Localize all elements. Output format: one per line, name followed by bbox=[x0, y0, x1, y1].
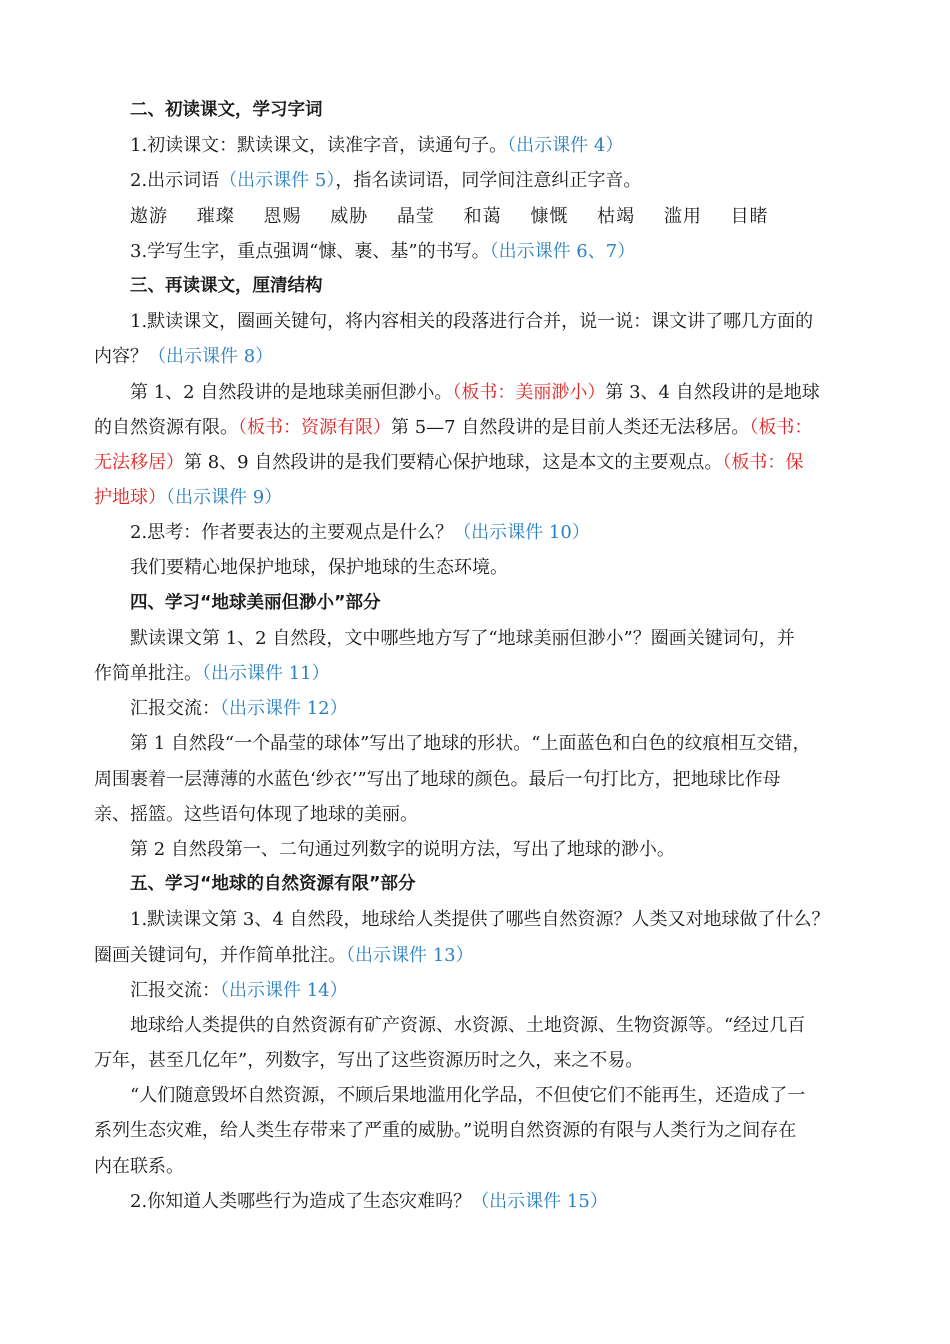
paragraph-line: 1.默读课文第 3、4 自然段，地球给人类提供了哪些自然资源？人类又对地球做了什么？ bbox=[130, 909, 830, 931]
courseware-ref: （出示课件 8） bbox=[148, 346, 274, 368]
paragraph-line: 默读课文第 1、2 自然段，文中哪些地方写了“地球美丽但渺小”？圈画关键词句，并 bbox=[130, 627, 795, 649]
text: 3.学写生字，重点强调“慷、裹、基”的书写。 bbox=[130, 240, 490, 262]
blackboard-note: 无法移居） bbox=[94, 451, 184, 473]
paragraph-line bbox=[94, 410, 870, 445]
paragraph-line bbox=[94, 339, 870, 374]
vocab-word: 威胁 bbox=[330, 205, 369, 227]
vocab-word: 遨游 bbox=[130, 205, 168, 227]
blackboard-note: （板书：美丽渺小） bbox=[452, 381, 606, 403]
section-heading: 二、初读课文，学习字词 bbox=[130, 100, 323, 120]
paragraph-line bbox=[94, 480, 870, 515]
blackboard-note: 护地球） bbox=[94, 487, 166, 509]
paragraph bbox=[94, 128, 870, 163]
text: 汇报交流： bbox=[130, 979, 220, 1001]
paragraph bbox=[94, 234, 870, 269]
courseware-ref: （出示课件 12） bbox=[220, 698, 348, 720]
paragraph-line: 1.默读课文，圈画关键句，将内容相关的段落进行合并，说一说：课文讲了哪几方面的 bbox=[130, 311, 814, 333]
text: 2.思考：作者要表达的主要观点是什么？ bbox=[130, 522, 454, 544]
courseware-ref: （出示课件 6、7） bbox=[489, 240, 636, 262]
paragraph bbox=[94, 691, 870, 726]
text: 1.初读课文：默读课文，读准字音，读通句子。 bbox=[130, 135, 508, 157]
paragraph-line: 地球给人类提供的自然资源有矿产资源、水资源、土地资源、生物资源等。“经过几百 bbox=[130, 1014, 806, 1036]
courseware-ref: （出示课件 13） bbox=[346, 944, 474, 966]
text: 汇报交流： bbox=[130, 698, 220, 720]
text: 作简单批注。 bbox=[94, 663, 202, 684]
paragraph-line: 第 1 自然段“一个晶莹的球体”写出了地球的形状。“上面蓝色和白色的纹痕相互交错， bbox=[130, 733, 811, 755]
paragraph-line bbox=[94, 938, 870, 973]
text: 第 1、2 自然段讲的是地球美丽但渺小。 bbox=[130, 381, 453, 403]
section-heading: 三、再读课文，厘清结构 bbox=[130, 275, 323, 296]
courseware-ref: （出示课件 14） bbox=[220, 979, 348, 1001]
courseware-ref: （出示课件 5） bbox=[219, 170, 336, 192]
paragraph-line bbox=[94, 375, 870, 410]
vocab-word: 目睹 bbox=[730, 205, 769, 227]
blackboard-note: （板书：保 bbox=[722, 451, 804, 473]
vocab-word: 璀璨 bbox=[196, 205, 235, 227]
vocab-word: 晶莹 bbox=[396, 205, 435, 227]
paragraph-line bbox=[94, 656, 870, 691]
text: 第 3、4 自然段讲的是地球 bbox=[605, 381, 820, 403]
paragraph-line: 万年，甚至几亿年”，列数字，写出了这些资源历时之久，来之不易。 bbox=[94, 1050, 644, 1072]
section-heading: 四、学习“地球美丽但渺小”部分 bbox=[130, 592, 381, 613]
paragraph-line bbox=[94, 445, 870, 480]
paragraph bbox=[94, 515, 870, 550]
blackboard-note: （板书：资源有限） bbox=[238, 416, 391, 438]
text: 2.出示词语 bbox=[130, 170, 220, 192]
blackboard-note: （板书： bbox=[749, 416, 813, 438]
paragraph bbox=[94, 163, 870, 198]
vocab-word: 恩赐 bbox=[263, 205, 302, 227]
vocab-word: 慷慨 bbox=[530, 205, 569, 227]
text: 2.你知道人类哪些行为造成了生态灾难吗？ bbox=[130, 1190, 472, 1212]
paragraph-line: 系列生态灾难，给人类生存带来了严重的威胁。”说明自然资源的有限与人类行为之间存在 bbox=[94, 1120, 797, 1142]
section-heading: 五、学习“地球的自然资源有限”部分 bbox=[130, 874, 416, 895]
vocab-word: 枯竭 bbox=[597, 205, 636, 227]
text: 的自然资源有限。 bbox=[94, 416, 238, 438]
paragraph-line: “人们随意毁坏自然资源，不顾后果地滥用化学品，不但使它们不能再生，还造成了一 bbox=[130, 1085, 806, 1107]
vocab-word: 滥用 bbox=[663, 205, 702, 227]
paragraph-line: 周围裹着一层薄薄的水蓝色‘纱衣’”写出了地球的颜色。最后一句打比方，把地球比作母 bbox=[94, 768, 781, 790]
courseware-ref: （出示课件 11） bbox=[202, 663, 330, 684]
courseware-ref: （出示课件 9） bbox=[166, 487, 283, 509]
paragraph: 第 2 自然段第一、二句通过列数字的说明方法，写出了地球的渺小。 bbox=[130, 838, 675, 860]
text: 第 8、9 自然段讲的是我们要精心保护地球，这是本文的主要观点。 bbox=[184, 451, 723, 473]
courseware-ref: （出示课件 4） bbox=[507, 135, 624, 157]
paragraph-line: 亲、摇篮。这些语句体现了地球的美丽。 bbox=[94, 803, 418, 825]
text: ，指名读词语，同学间注意纠正字音。 bbox=[335, 170, 642, 192]
text: 圈画关键词句，并作简单批注。 bbox=[94, 944, 346, 966]
courseware-ref: （出示课件 10） bbox=[453, 522, 590, 544]
courseware-ref: （出示课件 15） bbox=[471, 1190, 608, 1212]
paragraph-line: 内在联系。 bbox=[94, 1155, 184, 1177]
paragraph: 我们要精心地保护地球，保护地球的生态环境。 bbox=[130, 557, 508, 579]
vocab-word: 和蔼 bbox=[463, 205, 502, 227]
vocabulary-list bbox=[94, 199, 870, 234]
text: 内容？ bbox=[94, 346, 148, 368]
paragraph bbox=[94, 1184, 870, 1219]
paragraph bbox=[94, 973, 870, 1008]
text: 第 5—7 自然段讲的是目前人类还无法移居。 bbox=[391, 416, 750, 438]
